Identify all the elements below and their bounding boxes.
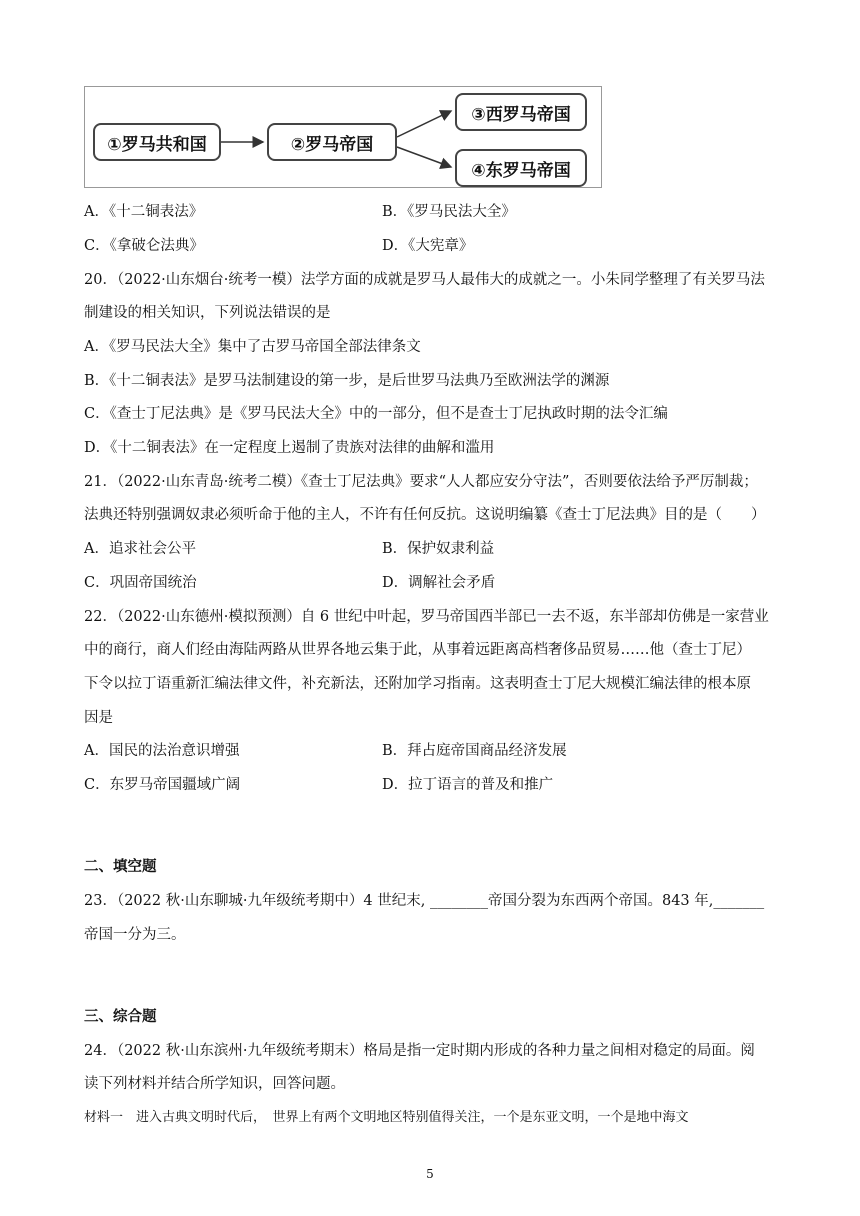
q21-option-c: C．巩固帝国统治 xyxy=(84,575,197,591)
page-number: 5 xyxy=(426,1167,434,1181)
q22-option-a: A．国民的法治意识增强 xyxy=(84,743,240,759)
q20-option-c: C．《查士丁尼法典》是《罗马民法大全》中的一部分，但不是查士丁尼执政时期的法令汇编 xyxy=(84,406,668,422)
box-roman-empire: ②罗马帝国 xyxy=(267,123,397,161)
q20-option-a: A．《罗马民法大全》集中了古罗马帝国全部法律条文 xyxy=(84,339,421,355)
box-eastern-roman-empire: ④东罗马帝国 xyxy=(455,149,587,187)
section-3-heading: 三、综合题 xyxy=(84,1008,157,1025)
q22-stem-line-4: 因是 xyxy=(84,710,113,726)
q23-line-2: 帝国一分为三。 xyxy=(84,927,186,943)
q19-option-a: A．《十二铜表法》 xyxy=(84,204,204,220)
box-western-roman-empire: ③西罗马帝国 xyxy=(455,93,587,131)
q22-option-c: C．东罗马帝国疆域广阔 xyxy=(84,777,241,793)
q24-material-1: 材料一 进入古典文明时代后， 世界上有两个文明地区特别值得关注，一个是东亚文明，一个是地中海文 xyxy=(84,1110,689,1125)
q19-option-d: D．《大宪章》 xyxy=(382,238,474,254)
q20-stem-line-2: 制建设的相关知识，下列说法错误的是 xyxy=(84,305,331,321)
box-roman-republic: ①罗马共和国 xyxy=(93,123,221,161)
rome-evolution-diagram xyxy=(84,86,602,188)
q21-stem-line-2: 法典还特别强调奴隶必须听命于他的主人，不许有任何反抗。这说明编纂《查士丁尼法典》目的是（ ） xyxy=(84,507,766,523)
q21-option-a: A．追求社会公平 xyxy=(84,541,196,557)
q21-stem-line-1: 21．（2022·山东青岛·统考二模）《查士丁尼法典》要求“人人都应安分守法”，否则要依法给予严厉制裁； xyxy=(84,474,758,490)
q20-option-d: D．《十二铜表法》在一定程度上遏制了贵族对法律的曲解和滥用 xyxy=(84,440,495,456)
q19-option-c: C．《拿破仑法典》 xyxy=(84,238,204,254)
q23-line-1: 23．（2022 秋·山东聊城·九年级统考期中）4 世纪末, ________帝国分裂为东西两个帝国。843 年,_______ xyxy=(84,893,765,909)
q20-option-b: B．《十二铜表法》是罗马法制建设的第一步，是后世罗马法典乃至欧洲法学的渊源 xyxy=(84,373,610,389)
q22-option-d: D．拉丁语言的普及和推广 xyxy=(382,777,554,793)
arrow-2-to-3 xyxy=(397,111,451,137)
section-2-heading: 二、填空题 xyxy=(84,858,157,875)
q22-stem-line-3: 下令以拉丁语重新汇编法律文件，补充新法，还附加学习指南。这表明查士丁尼大规模汇编法律的根本原 xyxy=(84,676,751,692)
q22-stem-line-2: 中的商行，商人们经由海陆两路从世界各地云集于此，从事着远距离高档奢侈品贸易……他（查士丁尼） xyxy=(84,642,751,658)
q24-line-2: 读下列材料并结合所学知识，回答问题。 xyxy=(84,1076,345,1092)
q24-line-1: 24．（2022 秋·山东滨州·九年级统考期末）格局是指一定时期内形成的各种力量之间相对稳定的局面。阅 xyxy=(84,1043,755,1059)
q21-option-b: B．保护奴隶利益 xyxy=(382,541,495,557)
q19-option-b: B．《罗马民法大全》 xyxy=(382,204,516,220)
q22-option-b: B．拜占庭帝国商品经济发展 xyxy=(382,743,567,759)
q21-option-d: D．调解社会矛盾 xyxy=(382,575,496,591)
q22-stem-line-1: 22．（2022·山东德州·模拟预测）自 6 世纪中叶起，罗马帝国西半部已一去不返，东半部却仿佛是一家营业 xyxy=(84,609,769,625)
q20-stem-line-1: 20．（2022·山东烟台·统考一模）法学方面的成就是罗马人最伟大的成就之一。小朱同学整理了有关罗马法 xyxy=(84,272,765,288)
arrow-2-to-4 xyxy=(397,147,451,167)
